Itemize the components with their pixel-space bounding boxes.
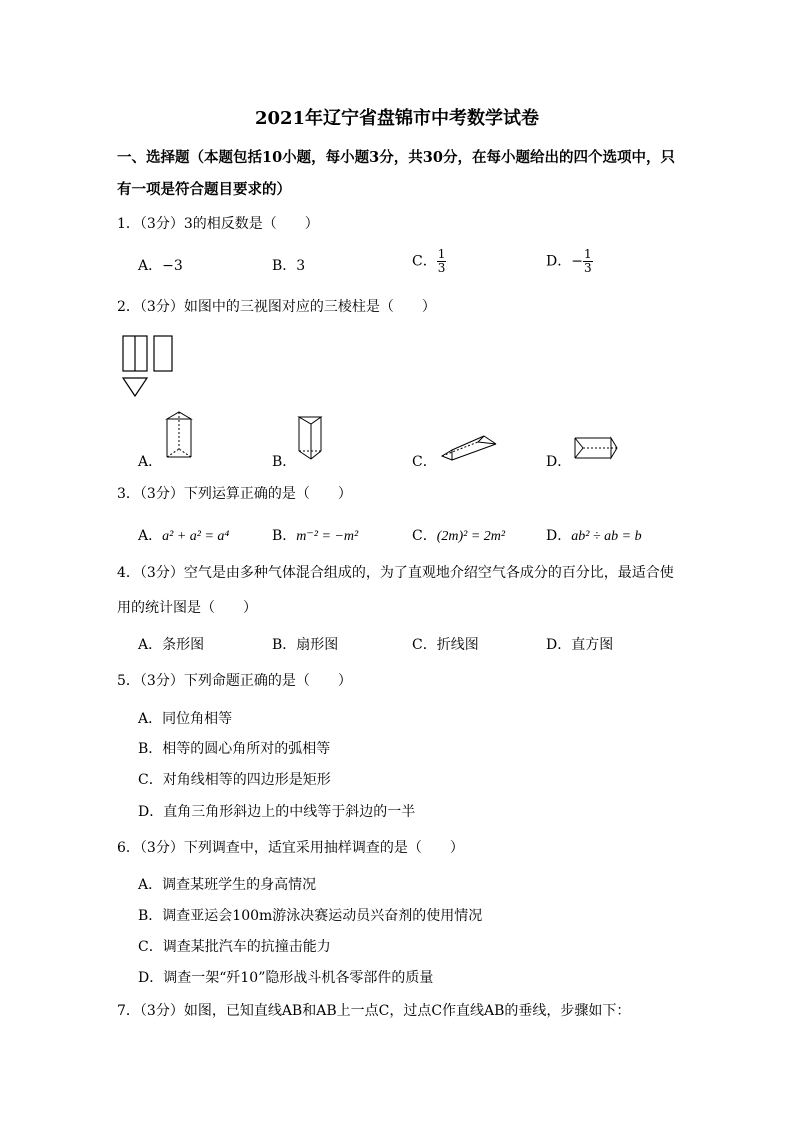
prism-horizontal-icon xyxy=(571,434,619,462)
prism-upright-triangle-side-icon xyxy=(296,414,326,462)
q4-option-c: C．折线图 xyxy=(412,637,479,653)
q3-option-b-label: B． xyxy=(272,528,297,544)
q3-option-c xyxy=(412,525,505,545)
q3-option-a-label: A． xyxy=(138,528,163,544)
q4-option-b: B．扇形图 xyxy=(272,637,339,653)
q1-option-c-denominator: 3 xyxy=(437,261,446,275)
q6-option-d: D．调查一架“歼10”隐形战斗机各零部件的质量 xyxy=(138,970,434,986)
q1-option-c xyxy=(412,248,446,275)
q3-option-c-label: C． xyxy=(412,528,437,544)
q2-stem: 2．（3分）如图中的三视图对应的三棱柱是（ ） xyxy=(117,299,436,315)
q5-option-d: D．直角三角形斜边上的中线等于斜边的一半 xyxy=(138,804,416,820)
q2-option-c: C． xyxy=(412,454,437,470)
q4-stem-line1: 4．（3分）空气是由多种气体混合组成的，为了直观地介绍空气各成分的百分比，最适合使 xyxy=(117,565,674,581)
q4-stem-line2: 用的统计图是（ ） xyxy=(117,600,257,616)
q1-option-d-numerator: 1 xyxy=(583,247,592,261)
q3-option-d-formula: ab² ÷ ab = b xyxy=(571,529,642,544)
q2-option-a: A． xyxy=(138,454,163,470)
q5-option-a: A．同位角相等 xyxy=(138,711,233,727)
q1-stem: 1．（3分）3的相反数是（ ） xyxy=(117,216,319,232)
prism-upright-triangle-front-icon xyxy=(163,411,195,461)
q6-option-a: A．调查某班学生的身高情况 xyxy=(138,877,317,893)
q1-option-d-prefix: D．− xyxy=(546,253,583,270)
page-title: 2021年辽宁省盘锦市中考数学试卷 xyxy=(254,108,540,129)
q4-option-a: A．条形图 xyxy=(138,637,205,653)
q1-option-b: B．3 xyxy=(272,258,306,274)
q3-option-b xyxy=(272,525,358,545)
q1-option-c-prefix: C． xyxy=(412,253,437,270)
q1-option-d-fraction xyxy=(583,248,593,275)
section-heading-line2: 有一项是符合题目要求的） xyxy=(117,181,291,198)
q3-option-d xyxy=(546,525,642,545)
q1-option-a: A．−3 xyxy=(138,258,183,274)
q5-option-c: C．对角线相等的四边形是矩形 xyxy=(138,772,331,788)
three-view-figure xyxy=(120,334,180,400)
q3-option-c-formula: (2m)² = 2m² xyxy=(436,529,506,544)
q3-option-a xyxy=(138,525,229,545)
q5-option-b: B．相等的圆心角所对的弧相等 xyxy=(138,741,331,757)
q6-option-b: B．调查亚运会100m游泳决赛运动员兴奋剂的使用情况 xyxy=(138,908,483,924)
q1-option-d-denominator: 3 xyxy=(583,261,592,275)
section-heading-line1: 一、选择题（本题包括10小题，每小题3分，共30分，在每小题给出的四个选项中，只 xyxy=(117,149,675,166)
q3-option-d-label: D． xyxy=(546,528,572,544)
prism-slanted-icon xyxy=(440,432,498,464)
q5-stem: 5．（3分）下列命题正确的是（ ） xyxy=(117,673,352,689)
q6-option-c: C．调查某批汽车的抗撞击能力 xyxy=(138,939,331,955)
q4-option-d: D．直方图 xyxy=(546,637,614,653)
q6-stem: 6．（3分）下列调查中，适宜采用抽样调查的是（ ） xyxy=(117,840,464,856)
q2-option-d: D． xyxy=(546,454,572,470)
q3-stem: 3．（3分）下列运算正确的是（ ） xyxy=(117,486,352,502)
q1-option-c-numerator: 1 xyxy=(437,247,446,261)
q3-option-b-formula: m⁻² = −m² xyxy=(296,529,359,544)
q1-option-c-fraction xyxy=(437,248,447,275)
q7-stem: 7．（3分）如图，已知直线AB和AB上一点C，过点C作直线AB的垂线，步骤如下： xyxy=(117,1003,631,1019)
q1-option-d xyxy=(546,248,593,275)
q2-option-b: B． xyxy=(272,454,297,470)
q3-option-a-formula: a² + a² = a⁴ xyxy=(162,529,230,544)
